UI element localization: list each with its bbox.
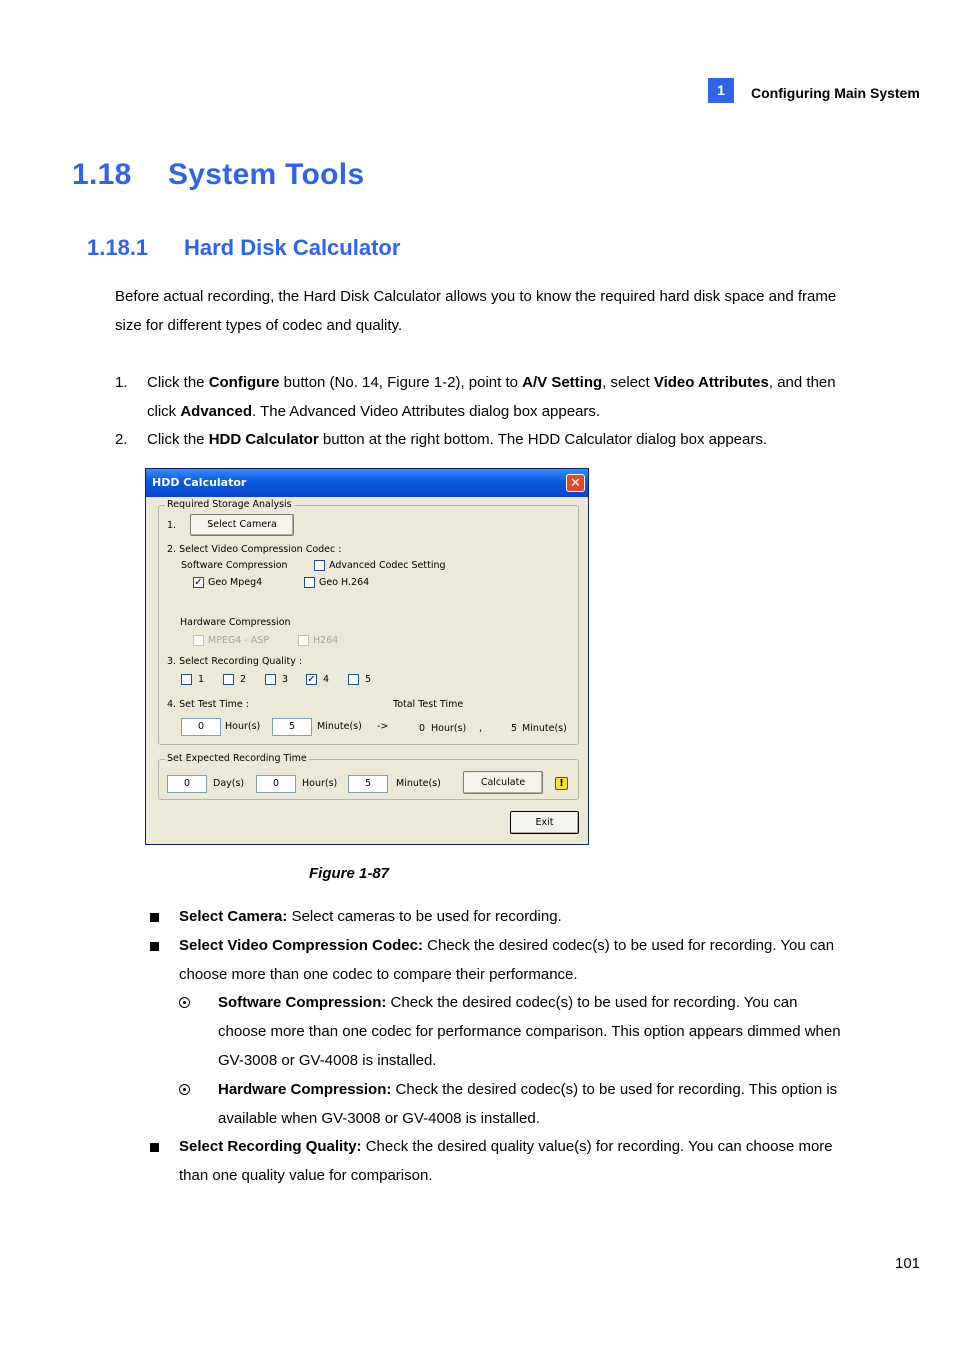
total-test-time-label: Total Test Time bbox=[393, 699, 464, 710]
step-text: , select bbox=[602, 374, 654, 391]
exp-minutes-input[interactable]: 5 bbox=[348, 775, 388, 793]
bullet-item bbox=[148, 1133, 848, 1191]
step-text: button at the right bottom. The HDD Calculator dialog box appears. bbox=[318, 431, 768, 448]
step-3-label: 3. Select Recording Quality : bbox=[167, 656, 303, 667]
bullet-term: Hardware Compression: bbox=[218, 1080, 392, 1098]
section-heading bbox=[72, 158, 364, 192]
h264-checkbox[interactable] bbox=[298, 635, 309, 646]
quality-5-label: 5 bbox=[365, 674, 372, 685]
advanced-codec-setting-checkbox[interactable] bbox=[314, 560, 325, 571]
step-1 bbox=[115, 369, 855, 426]
bullet-item bbox=[148, 903, 848, 932]
bullet-item bbox=[148, 932, 848, 990]
step-number: 2. bbox=[115, 431, 128, 448]
test-minutes-input[interactable]: 5 bbox=[272, 718, 312, 736]
quality-5-checkbox[interactable] bbox=[348, 674, 359, 685]
step-keyword: Advanced bbox=[180, 402, 253, 420]
step-keyword: HDD Calculator bbox=[208, 431, 319, 448]
quality-2-label: 2 bbox=[240, 674, 247, 685]
geo-mpeg4-label: Geo Mpeg4 bbox=[208, 577, 263, 588]
total-minutes-unit: Minute(s) bbox=[522, 723, 567, 734]
bullet-text: Check the desired codec(s) to be used for recording. You can choose more than one codec to compare their performance. bbox=[179, 936, 835, 983]
total-hours-unit: Hour(s) bbox=[431, 723, 467, 734]
test-hours-input[interactable]: 0 bbox=[181, 718, 221, 736]
step-keyword: A/V Setting bbox=[522, 374, 603, 391]
close-icon[interactable]: ✕ bbox=[566, 474, 585, 492]
test-hours-unit: Hour(s) bbox=[225, 721, 261, 732]
test-minutes-unit: Minute(s) bbox=[317, 721, 362, 732]
h264-label: H264 bbox=[313, 635, 339, 646]
section-title: System Tools bbox=[168, 158, 365, 191]
total-hours-value: 0 bbox=[419, 723, 426, 734]
circle-bullet-icon bbox=[179, 1084, 190, 1095]
quality-4-checkbox[interactable]: ✓ bbox=[307, 674, 316, 685]
step-text: , and then click bbox=[147, 374, 836, 420]
required-storage-group bbox=[158, 499, 579, 745]
step-number: 1. bbox=[115, 374, 128, 391]
exit-button[interactable]: Exit bbox=[510, 811, 579, 834]
page-number: 101 bbox=[895, 1255, 921, 1272]
quality-1-checkbox[interactable] bbox=[181, 674, 192, 685]
exp-days-unit: Day(s) bbox=[213, 778, 245, 789]
exp-hours-unit: Hour(s) bbox=[302, 778, 338, 789]
arrow-label: -> bbox=[377, 721, 389, 732]
square-bullet-icon bbox=[150, 913, 159, 922]
bullet-term: Select Recording Quality: bbox=[179, 1138, 362, 1156]
calculate-button[interactable]: Calculate bbox=[463, 771, 543, 794]
dialog-title: HDD Calculator bbox=[152, 476, 247, 489]
bullet-text: Check the desired codec(s) to be used for recording. This option is available when GV-3008 or GV-4008 is installed. bbox=[218, 1080, 838, 1127]
step-1-label: 1. bbox=[167, 520, 177, 531]
comma-separator: , bbox=[479, 723, 483, 734]
quality-3-checkbox[interactable] bbox=[265, 674, 276, 685]
square-bullet-icon bbox=[150, 942, 159, 951]
geo-h264-label: Geo H.264 bbox=[319, 577, 370, 588]
mpeg4-asp-checkbox[interactable] bbox=[193, 635, 204, 646]
step-keyword: Configure bbox=[208, 374, 280, 391]
geo-mpeg4-checkbox[interactable]: ✓ bbox=[194, 577, 203, 588]
geo-h264-checkbox[interactable] bbox=[304, 577, 315, 588]
group-legend: Set Expected Recording Time bbox=[167, 753, 307, 764]
step-text: button (No. 14, Figure 1-2), point to bbox=[279, 374, 523, 391]
step-text: . The Advanced Video Attributes dialog box appears. bbox=[252, 402, 601, 420]
figure-caption: Figure 1-87 bbox=[309, 865, 390, 882]
quality-3-label: 3 bbox=[282, 674, 289, 685]
hardware-compression-label: Hardware Compression bbox=[180, 617, 291, 628]
hdd-calculator-dialog bbox=[145, 468, 589, 845]
quality-4-label: 4 bbox=[323, 674, 330, 685]
subsection-title: Hard Disk Calculator bbox=[184, 235, 401, 260]
quality-1-label: 1 bbox=[198, 674, 205, 685]
dialog-titlebar[interactable] bbox=[146, 469, 588, 497]
circle-bullet-icon bbox=[179, 997, 190, 1008]
bullet-text: Check the desired quality value(s) for recording. You can choose more than one quality value for comparison. bbox=[179, 1138, 833, 1185]
mpeg4-asp-label: MPEG4 - ASP bbox=[208, 635, 270, 646]
exp-hours-input[interactable]: 0 bbox=[256, 775, 296, 793]
bullet-text: Select cameras to be used for recording. bbox=[287, 908, 562, 925]
bullet-term: Select Camera: bbox=[179, 908, 288, 925]
square-bullet-icon bbox=[150, 1143, 159, 1152]
expected-recording-group bbox=[158, 753, 579, 800]
sub-bullet-item bbox=[148, 989, 848, 1075]
steps-list bbox=[115, 369, 855, 455]
total-minutes-value: 5 bbox=[511, 723, 518, 734]
step-4-label: 4. Set Test Time : bbox=[167, 699, 249, 710]
group-legend: Required Storage Analysis bbox=[167, 499, 292, 510]
step-2-label: 2. Select Video Compression Codec : bbox=[167, 544, 342, 555]
exp-days-input[interactable]: 0 bbox=[167, 775, 207, 793]
chapter-title: Configuring Main System bbox=[751, 85, 920, 101]
step-keyword: Video Attributes bbox=[653, 374, 769, 391]
exp-minutes-unit: Minute(s) bbox=[396, 778, 441, 789]
step-text: Click the bbox=[147, 431, 209, 448]
chapter-number-badge: 1 bbox=[708, 78, 734, 103]
section-number: 1.18 bbox=[72, 158, 132, 191]
bullet-list bbox=[148, 903, 848, 1191]
quality-2-checkbox[interactable] bbox=[223, 674, 234, 685]
bullet-term: Software Compression: bbox=[218, 994, 387, 1012]
advanced-codec-setting-label: Advanced Codec Setting bbox=[329, 560, 446, 571]
step-text: Click the bbox=[147, 374, 209, 391]
bullet-term: Select Video Compression Codec: bbox=[179, 936, 423, 954]
step-2 bbox=[115, 426, 855, 455]
sub-bullet-item bbox=[148, 1076, 848, 1134]
bullet-text: Check the desired codec(s) to be used for recording. You can choose more than one codec for performance comparison. This option appears dimmed when GV-3008 or GV-4008 is installed. bbox=[218, 994, 841, 1069]
select-camera-button[interactable]: Select Camera bbox=[190, 514, 294, 536]
subsection-number: 1.18.1 bbox=[87, 235, 149, 260]
warning-icon[interactable]: ! bbox=[555, 777, 568, 790]
subsection-heading bbox=[87, 235, 400, 261]
intro-paragraph: Before actual recording, the Hard Disk Calculator allows you to know the required hard disk space and frame size for different types of codec and quality. bbox=[115, 288, 837, 334]
software-compression-label: Software Compression bbox=[181, 560, 288, 571]
